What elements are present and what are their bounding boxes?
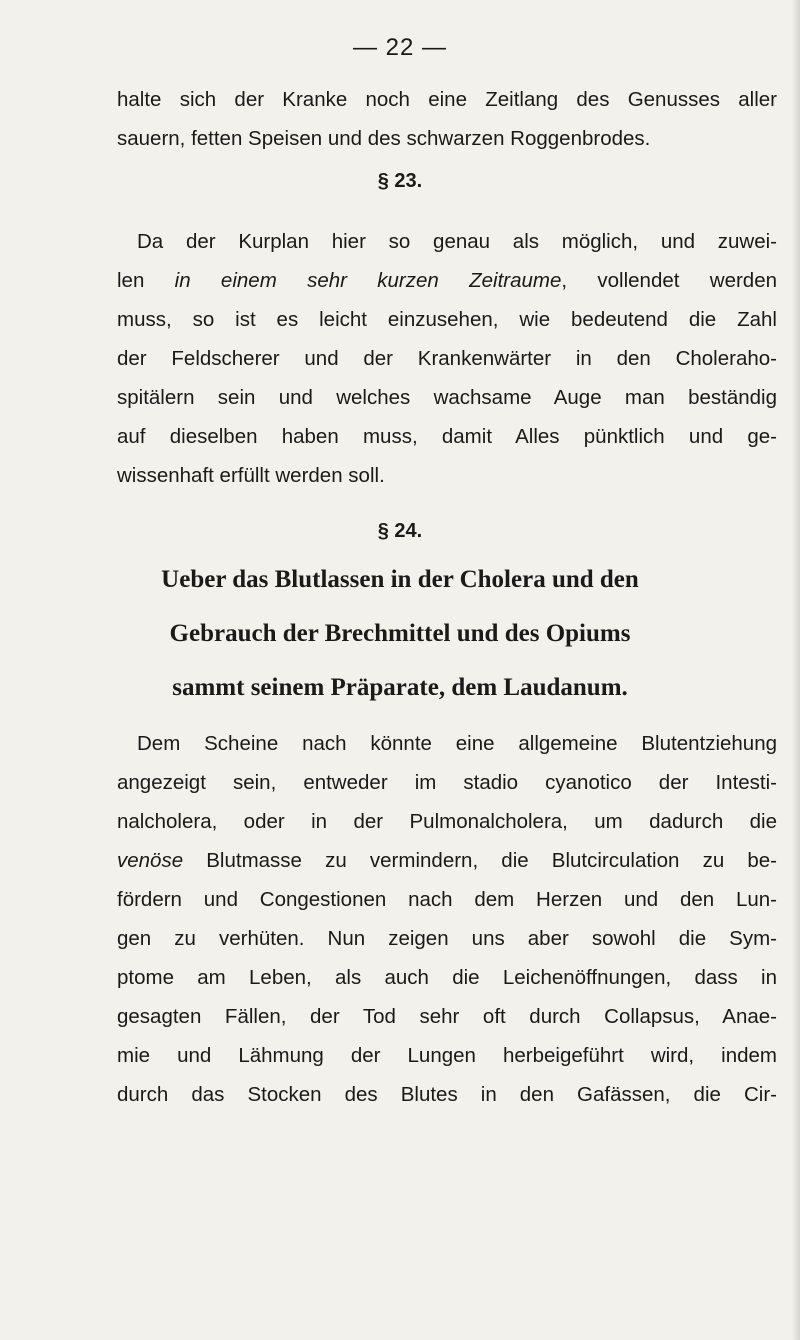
emphasized-text: venöse [117,849,184,872]
paragraph-section-23 [117,222,777,495]
text-line: len in einem sehr kurzen Zeitraume, vollendet werden [117,269,777,292]
section-heading-line: Gebrauch der Brechmittel und des Opiums [169,620,631,647]
text-line: auf dieselben haben muss, damit Alles pünktlich und ge- [117,425,777,448]
text-line: mie und Lähmung der Lungen herbeigeführt wird, indem [117,1044,777,1067]
text-line: venöse Blutmasse zu vermindern, die Blutcirculation zu be- [117,849,777,872]
emphasized-text: in einem sehr kurzen Zeitraume [174,269,562,292]
text-line: wissenhaft erfüllt werden soll. [117,464,385,487]
text-line: Da der Kurplan hier so genau als möglich, und zuwei- [137,230,777,253]
section-number-23: § 23. [377,170,423,192]
page-edge-shadow [792,0,800,1340]
text-line: halte sich der Kranke noch eine Zeitlang des Genusses aller [117,88,777,111]
section-heading-line: sammt seinem Präparate, dem Laudanum. [172,674,628,701]
text-line: der Feldscherer und der Krankenwärter in den Choleraho- [117,347,777,370]
text-line: durch das Stocken des Blutes in den Gafässen, die Cir- [117,1083,777,1106]
text-line: sauern, fetten Speisen und des schwarzen Roggenbrodes. [117,127,651,150]
section-heading-line: Ueber das Blutlassen in der Cholera und den [161,566,639,593]
text-line: angezeigt sein, entweder im stadio cyanotico der Intesti- [117,771,777,794]
paragraph-continued [117,80,777,158]
text-line: fördern und Congestionen nach dem Herzen und den Lun- [117,888,777,911]
text-line: gen zu verhüten. Nun zeigen uns aber sowohl die Sym- [117,927,777,950]
text-line: Dem Scheine nach könnte eine allgemeine Blutentziehung [137,732,777,755]
paragraph-section-24 [117,724,777,1114]
text-line: nalcholera, oder in der Pulmonalcholera, um dadurch die [117,810,777,833]
section-number-24: § 24. [377,520,423,542]
text-line: ptome am Leben, als auch die Leichenöffnungen, dass in [117,966,777,989]
text-line: spitälern sein und welches wachsame Auge man beständig [117,386,777,409]
page-number: — 22 — [352,34,448,61]
text-line: gesagten Fällen, der Tod sehr oft durch Collapsus, Anae- [117,1005,777,1028]
text-line: muss, so ist es leicht einzusehen, wie bedeutend die Zahl [117,308,777,331]
